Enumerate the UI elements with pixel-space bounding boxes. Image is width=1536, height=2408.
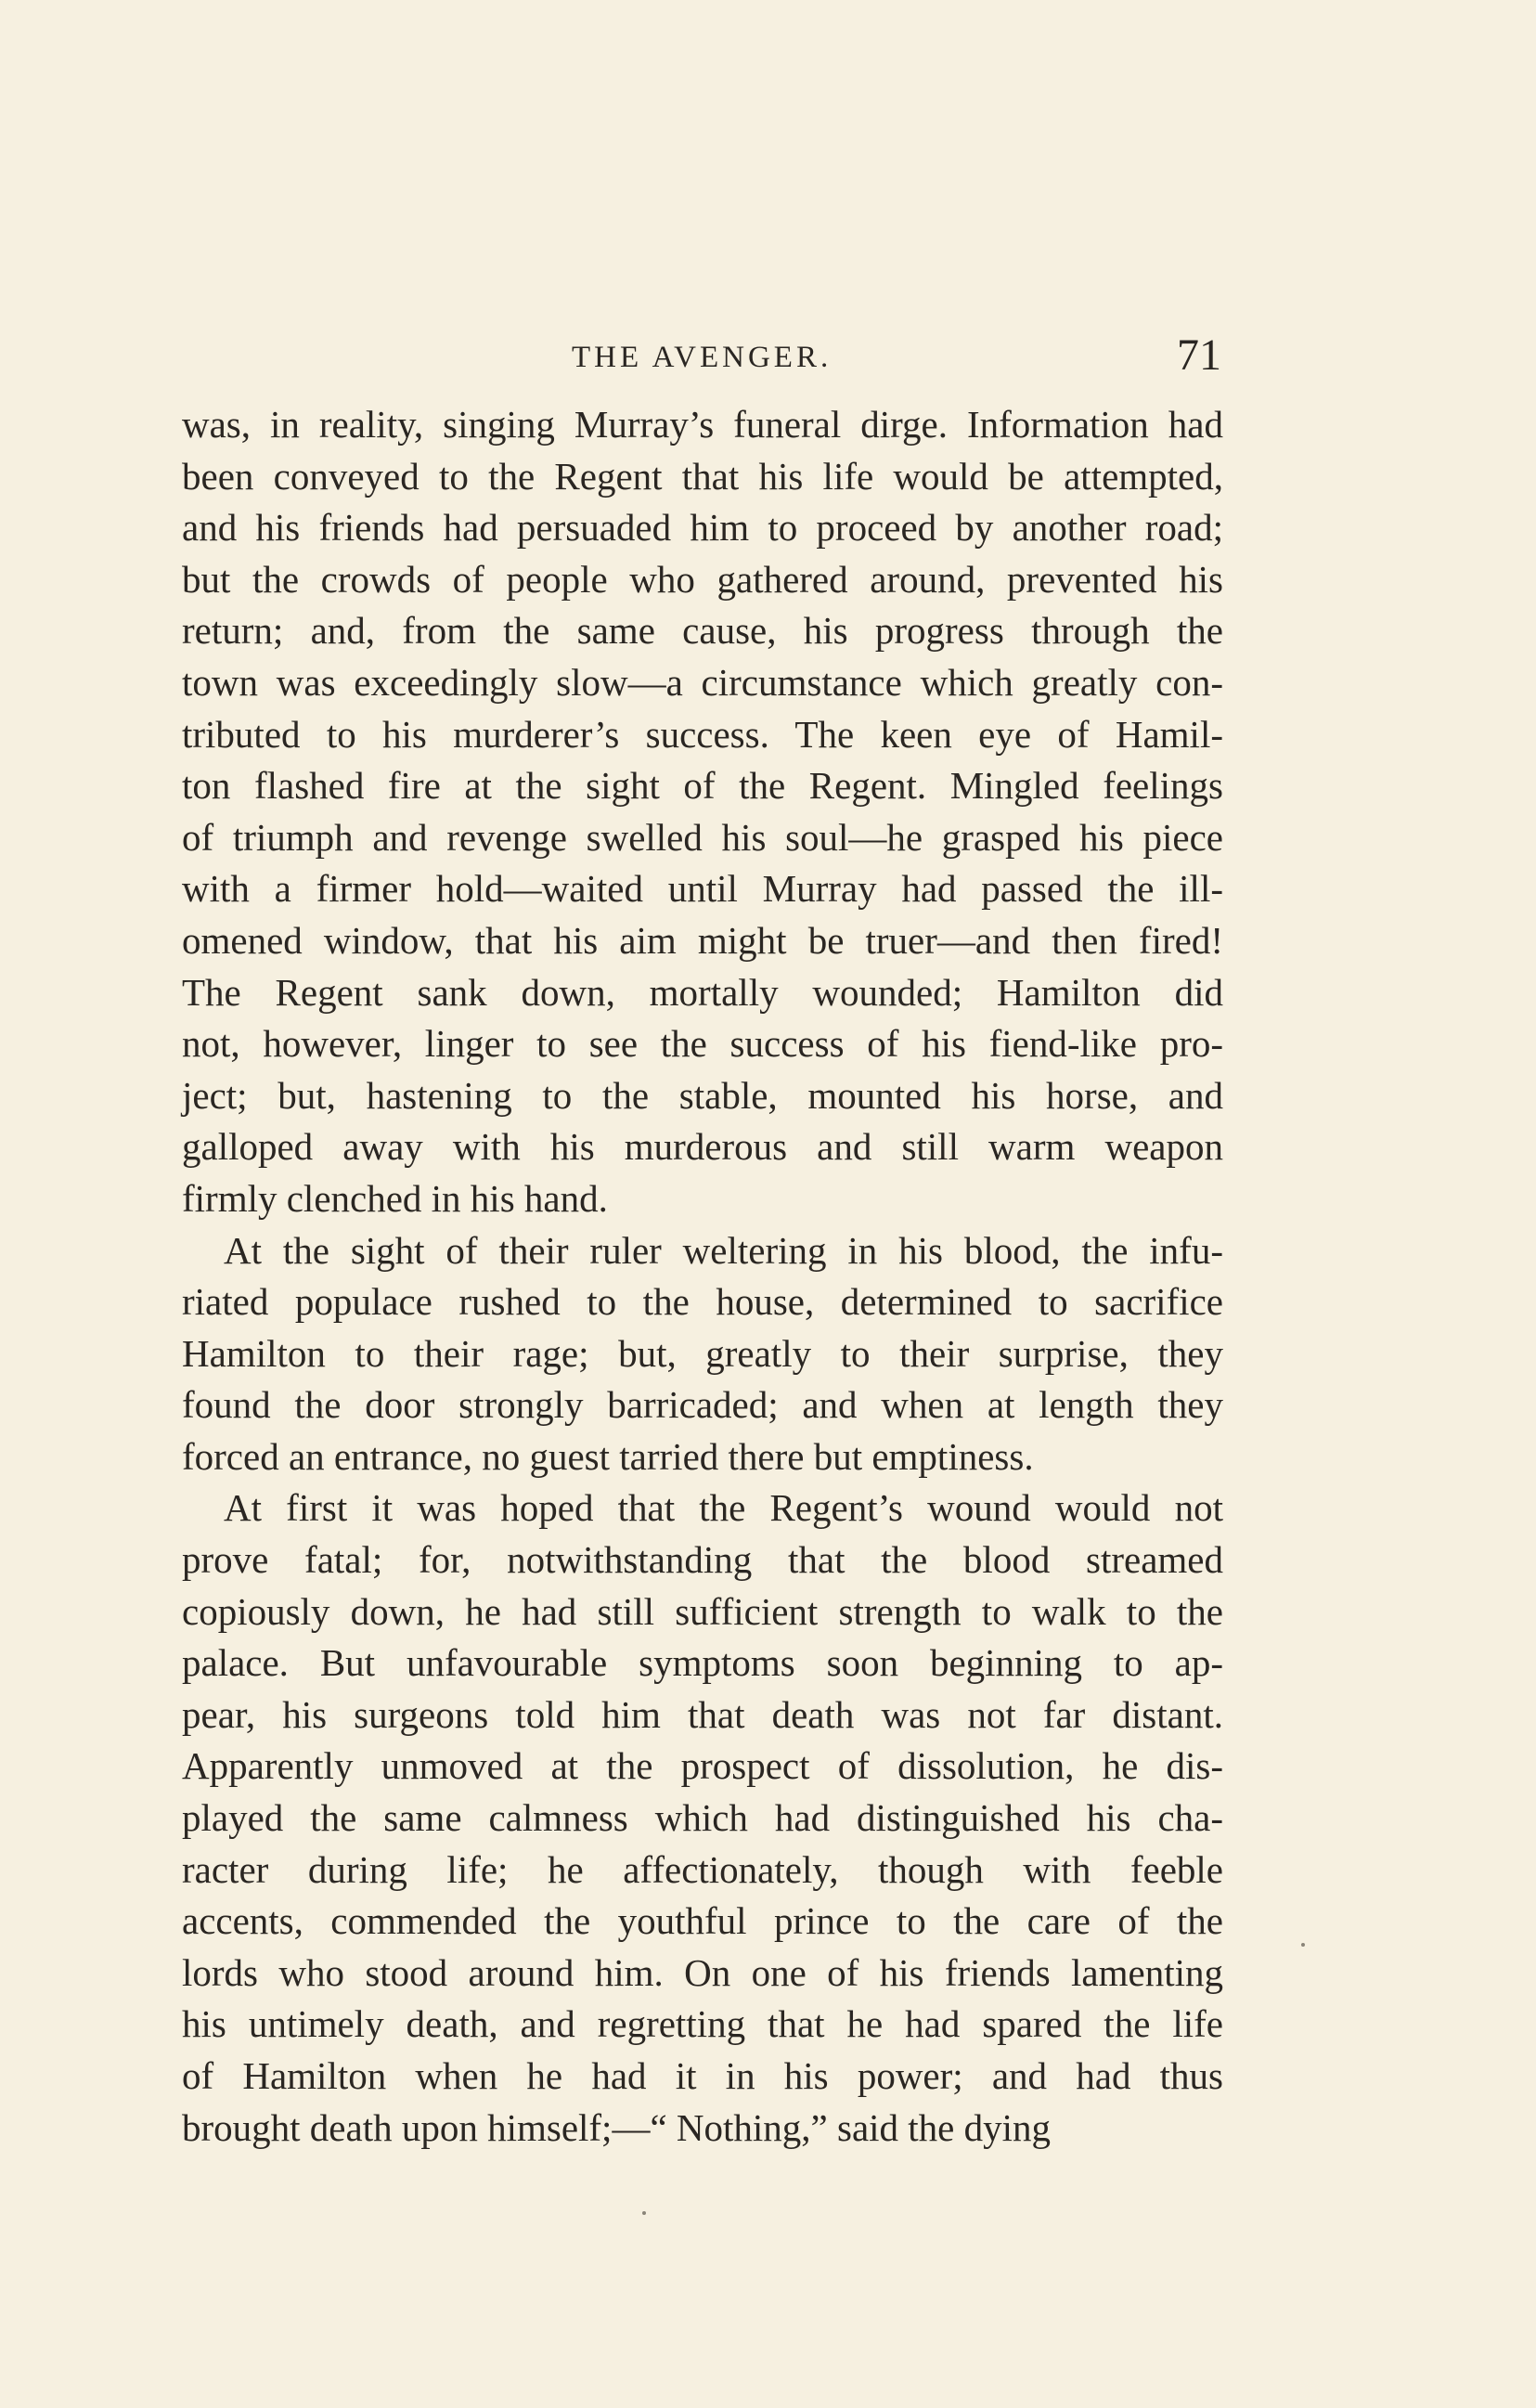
text-line: town was exceedingly slow—a circumstance which greatly con- [182,660,1223,704]
text-line: galloped away with his murderous and still warm weapon [182,1125,1223,1169]
text-line: racter during life; he affectionately, though with feeble [182,1847,1223,1891]
text-line: prove fatal; for, notwithstanding that the blood streamed [182,1538,1223,1582]
page-number: 71 [1177,330,1221,380]
text-line: copiously down, he had still sufficient strength to walk to the [182,1589,1223,1633]
text-line: not, however, linger to see the success of his fiend-like pro- [182,1022,1223,1066]
text-line: of triumph and revenge swelled his soul—he grasped his piece [182,815,1223,859]
text-line: At first it was hoped that the Regent’s wound would not [224,1486,1223,1530]
text-line: ton flashed fire at the sight of the Regent. Mingled feelings [182,764,1223,808]
text-line: with a firmer hold—waited until Murray had passed the ill- [182,867,1223,911]
text-line: his untimely death, and regretting that he had spared the life [182,2002,1223,2046]
running-head [182,330,1221,385]
text-line: been conveyed to the Regent that his life would be attempted, [182,454,1223,498]
text-line: tributed to his murderer’s success. The keen eye of Hamil- [182,712,1223,756]
running-title: THE AVENGER. [572,341,833,374]
text-line: brought death upon himself;—“ Nothing,” said the dying [182,2105,1052,2149]
text-line: played the same calmness which had distinguished his cha- [182,1796,1223,1840]
text-line: riated populace rushed to the house, determined to sacrifice [182,1280,1223,1324]
text-line: forced an entrance, no guest tarried there but emptiness. [182,1434,1034,1478]
text-line: of Hamilton when he had it in his power; and had thus [182,2054,1223,2097]
paper-speck [642,2211,646,2215]
body-text [182,399,1223,2154]
text-line: and his friends had persuaded him to proceed by another road; [182,506,1223,550]
text-line: but the crowds of people who gathered around, prevented his [182,557,1223,601]
paper-speck [1301,1943,1305,1947]
text-line: Apparently unmoved at the prospect of dissolution, he dis- [182,1744,1223,1788]
text-line: palace. But unfavourable symptoms soon beginning to ap- [182,1641,1223,1685]
text-line: Hamilton to their rage; but, greatly to their surprise, they [182,1331,1223,1375]
text-line: firmly clenched in his hand. [182,1176,608,1220]
text-line: The Regent sank down, mortally wounded; Hamilton did [182,970,1223,1014]
text-line: was, in reality, singing Murray’s funeral dirge. Information had [182,403,1223,446]
text-line: omened window, that his aim might be truer—and then fired! [182,918,1223,962]
text-line: pear, his surgeons told him that death was not far distant. [182,1692,1223,1736]
text-line: return; and, from the same cause, his progress through the [182,609,1223,653]
text-line: accents, commended the youthful prince to the care of the [182,1899,1223,1943]
text-line: found the door strongly barricaded; and when at length they [182,1383,1223,1427]
text-line: lords who stood around him. On one of his friends lamenting [182,1950,1223,1994]
text-line: At the sight of their ruler weltering in his blood, the infu- [224,1228,1223,1272]
text-line: ject; but, hastening to the stable, mounted his horse, and [182,1073,1223,1117]
